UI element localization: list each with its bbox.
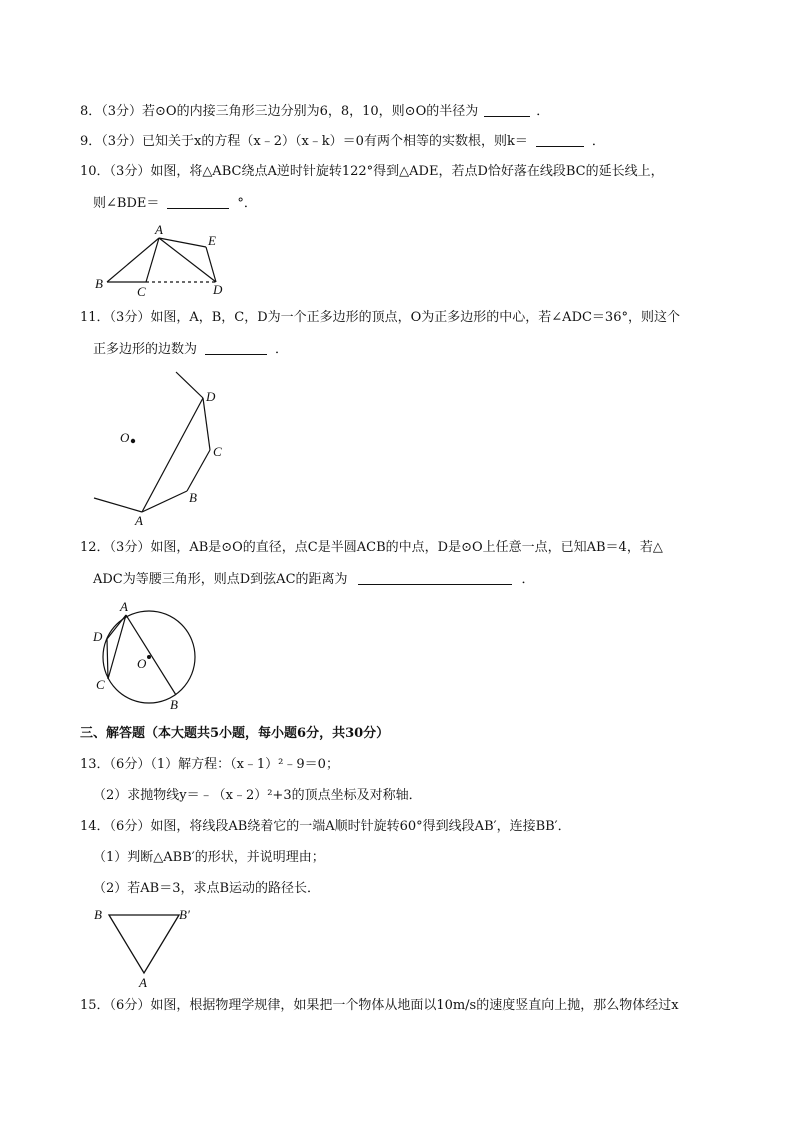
q8-answer-blank[interactable]: [484, 103, 530, 117]
q10-answer-blank[interactable]: [167, 195, 229, 209]
q8-line: [80, 103, 549, 120]
q11-line1: 11．（3分）如图，A，B，C，D为一个正多边形的顶点，O为正多边形的中心，若∠ADC＝36°，则这个: [80, 310, 680, 325]
section3-title: 三、解答题（本大题共5小题，每小题6分，共30分）: [80, 726, 390, 741]
q11-polygon-edge-ba: [142, 491, 187, 512]
q14-line2: （1）判断△ABB′的形状，并说明理由；: [93, 850, 325, 865]
q15-line1: 15．（6分）如图，根据物理学规律，如果把一个物体从地面以10m/s的速度竖直向上抛，那么物体经过x: [80, 998, 679, 1013]
q10-figure: [90, 222, 230, 298]
q10-label-e: E: [208, 233, 216, 248]
q12-label-a: A: [120, 599, 128, 614]
q12-label-b: B: [170, 697, 178, 712]
q11-answer-blank[interactable]: [205, 341, 267, 355]
q9-line: [80, 133, 605, 150]
q12-line2: [93, 571, 535, 588]
q11-label-a: A: [135, 513, 143, 528]
q12-tail: ．: [521, 572, 535, 587]
q13-line1: 13．（6分）（1）解方程：（x﹣1）²﹣9＝0；: [80, 757, 339, 772]
q11-label-o: O: [120, 430, 130, 445]
q14-label-b-prime: B′: [179, 907, 190, 922]
q9-answer-blank[interactable]: [536, 133, 584, 147]
q11-label-d: D: [206, 389, 216, 404]
q10-tail: °．: [237, 196, 257, 211]
q14-label-b: B: [94, 907, 102, 922]
q14-line1: 14．（6分）如图，将线段AB绕着它的一端A顺时针旋转60°得到线段AB′，连接BB′．: [80, 819, 571, 834]
q12-label-d: D: [93, 629, 103, 644]
q14-figure: [90, 903, 200, 991]
q9-tail: ．: [591, 134, 605, 149]
q8-tail: ．: [536, 104, 550, 119]
q11-label-b: B: [189, 490, 197, 505]
q8-text: 8．（3分）若⊙O的内接三角形三边分别为6，8，10，则⊙O的半径为: [80, 104, 479, 119]
q11-polygon-edge-top: [176, 372, 203, 398]
q14-line3: （2）若AB＝3，求点B运动的路径长．: [93, 881, 321, 896]
q12-chord-dc: [107, 639, 108, 679]
q11-text2: 正多边形的边数为: [93, 342, 198, 357]
q10-label-d: D: [213, 282, 223, 297]
q14-triangle: [109, 915, 179, 973]
q10-label-c: C: [137, 284, 146, 298]
q14-label-a: A: [139, 975, 147, 990]
q10-segment-ba: [107, 238, 159, 282]
q11-line2: [93, 341, 288, 358]
q10-label-a: A: [155, 222, 163, 237]
q11-label-c: C: [213, 444, 222, 459]
q11-polygon-edge-cb: [187, 450, 210, 491]
q10-line1: 10．（3分）如图，将△ABC绕点A逆时针旋转122°得到△ADE，若点D恰好落在线段BC的延长线上，: [80, 164, 664, 179]
q12-label-c: C: [96, 677, 105, 692]
q10-label-b: B: [95, 276, 103, 291]
q12-text2: ADC为等腰三角形，则点D到弦AC的距离为: [93, 572, 348, 587]
q11-tail: ．: [275, 342, 289, 357]
q10-segment-ac: [146, 238, 159, 282]
q10-text2: 则∠BDE＝: [93, 196, 160, 211]
q10-segment-ed: [206, 247, 216, 282]
q12-line1: 12．（3分）如图，AB是⊙O的直径，点C是半圆ACB的中点，D是⊙O上任意一点，已知AB＝4，若△: [80, 540, 663, 555]
q11-center-dot: [131, 439, 135, 443]
q11-figure: [90, 366, 240, 530]
q11-polygon-edge-left: [94, 498, 142, 512]
q10-line2: [93, 195, 257, 212]
q12-answer-blank[interactable]: [358, 571, 512, 585]
q9-text: 9．（3分）已知关于x的方程（x﹣2）（x﹣k）＝0有两个相等的实数根，则k＝: [80, 134, 528, 149]
q13-line2: （2）求抛物线y＝﹣（x﹣2）²+3的顶点坐标及对称轴．: [93, 788, 422, 803]
q12-center-dot: [147, 655, 151, 659]
q10-segment-ae: [159, 238, 206, 247]
q12-diameter-ab: [126, 615, 176, 695]
q12-label-o: O: [137, 656, 147, 671]
q12-figure: [88, 597, 208, 713]
q11-polygon-edge-dc: [203, 398, 210, 450]
